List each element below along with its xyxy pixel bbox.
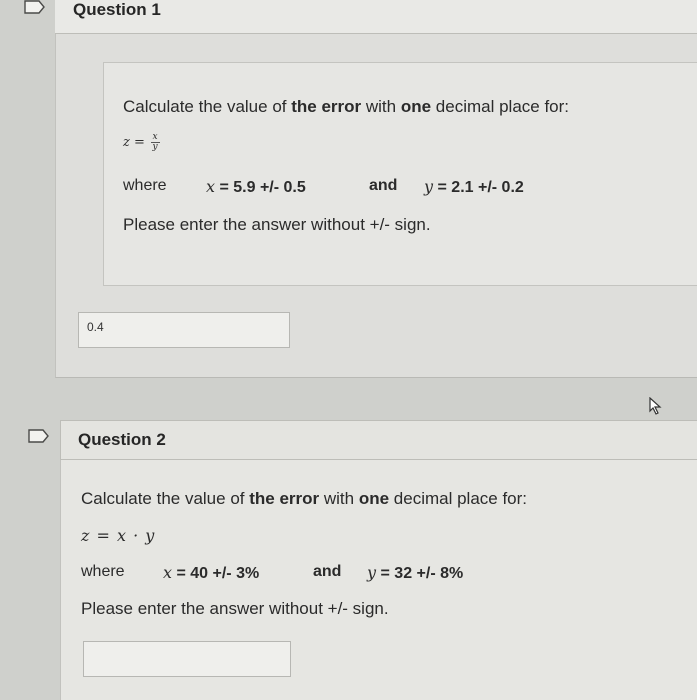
question-2-body [60,460,697,700]
prompt-bold-error: the error [291,97,362,116]
x-value: = 5.9 +/- 0.5 [219,179,306,196]
formula-lhs: z = [123,134,145,150]
where-label: where [123,177,167,194]
question-2-where-line [81,563,125,581]
prompt-text: decimal place for: [389,489,528,508]
question-2-title: Question 2 [78,430,166,449]
mouse-pointer-icon [648,397,664,415]
question-1-title: Question 1 [73,0,161,19]
where-label: where [81,563,125,580]
y-value: = 32 +/- 8% [380,565,464,582]
prompt-text: decimal place for: [431,97,570,116]
question-1-answer-input[interactable]: 0.4 [78,312,290,348]
prompt-text: with [361,97,401,116]
question-2-answer-input[interactable] [83,641,291,677]
formula-fraction [151,133,160,152]
x-value: = 40 +/- 3% [176,565,260,582]
question-2-header [60,420,697,460]
question-1-instruction: Please enter the answer without +/- sign. [123,215,431,234]
flag-icon[interactable] [24,0,46,14]
prompt-bold-error: the error [249,489,320,508]
prompt-text: Calculate the value of [123,97,292,116]
question-1-text-box [103,62,697,286]
question-1-x-def [206,177,306,197]
question-1-y-def [424,177,524,197]
y-variable: y [367,563,377,582]
question-2-y-def [367,563,463,583]
fraction-denominator: y [152,142,158,152]
prompt-text: Calculate the value of [81,489,250,508]
question-2-instruction: Please enter the answer without +/- sign. [81,599,389,618]
question-1-prompt [123,97,569,117]
question-1-formula [123,133,160,152]
question-1-and [369,177,397,195]
fraction-numerator: x [151,133,160,143]
y-value: = 2.1 +/- 0.2 [437,179,524,196]
and-label: and [313,563,342,580]
question-1-body [55,34,697,378]
question-2-x-def [163,563,259,583]
and-label: and [369,177,398,194]
prompt-bold-one: one [400,97,432,116]
x-variable: x [206,177,216,196]
question-2-prompt [81,489,527,509]
question-1-where-line [123,177,167,195]
y-variable: y [424,177,434,196]
prompt-bold-one: one [358,489,390,508]
x-variable: x [163,563,173,582]
question-1-header [55,0,697,34]
flag-icon[interactable] [28,429,50,443]
question-2-and [313,563,341,581]
question-2-formula: z = x · y [81,526,156,545]
prompt-text: with [319,489,359,508]
